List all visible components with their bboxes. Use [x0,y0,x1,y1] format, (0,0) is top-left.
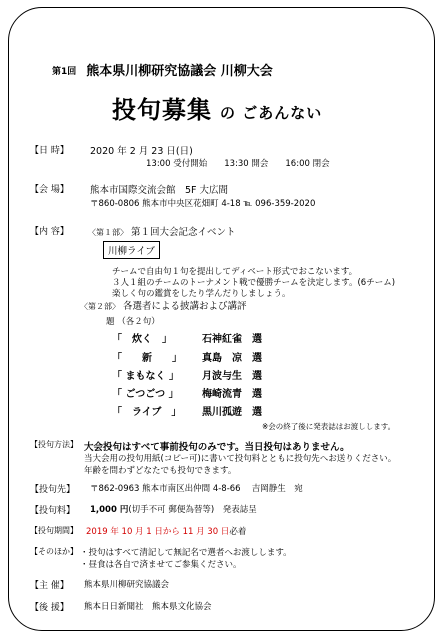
destination-value: 〒862-0963 熊本市南区出仲間 4-8-66 吉岡静生 宛 [90,484,303,494]
part1-tag: 〈第１部〉 [88,228,128,237]
main-subtitle: の ごあんない [220,104,323,122]
fee-line [90,503,257,515]
topic-theme: 「 ごつごつ 」 [112,389,179,400]
support-label: 【後 援】 [30,603,69,613]
method-line-2: 当大会用の投句用紙(コピー可)に書いて投句料とともに投句先へお送りください。 [84,454,397,464]
part1-desc-1: チームで自由句１句を提出してディベート形式でおこないます。 [112,267,358,277]
topic-judge: 月波与生 選 [202,371,262,382]
topic-row [112,330,262,345]
topic-theme: 「 新 」 [112,353,182,364]
venue-label: 【会 場】 [30,185,69,195]
content-label: 【内 容】 [30,227,69,237]
topics-header: 題 （各２句） [106,317,160,327]
deadline-label: 【投句期間】 [30,526,78,535]
part2-tag: 〈第２部〉 [80,302,120,311]
date-value: 2020 年 2 月 23 日(日) [90,146,193,157]
venue-name: 熊本市国際交流会館 5F 大広間 [90,185,229,196]
fee-label: 【投句料】 [30,506,76,516]
organizer-value: 熊本県川柳研究協議会 [84,580,170,590]
event-title: 熊本県川柳研究協議会 川柳大会 [86,64,273,79]
deadline-suffix: 必着 [229,527,247,537]
date-schedule: 13:00 受付開始 13:30 開会 16:00 閉会 [146,159,330,169]
date-label: 【日 時】 [30,146,69,156]
topic-row [112,403,262,418]
topic-judge: 石神紅雀 選 [202,334,262,345]
topic-theme: 「 炊く 」 [112,334,172,345]
part1-desc-2: ３人１組のチームのトーナメント戦で優勝チームを決定します。(6チーム) [112,278,396,288]
support-value: 熊本日日新聞社 熊本県文化協会 [84,602,212,612]
main-title: 投句募集 [112,96,212,124]
part2-title: 各選者による披講および講評 [123,301,247,312]
topic-judge: 真島 凉 選 [202,353,262,364]
topic-judge: 梅崎流青 選 [202,389,262,400]
part2-heading [80,298,247,312]
content-note: ※会の終了後に発表誌はお渡しします。 [262,422,396,431]
venue-address: 〒860-0806 熊本市中央区花畑町 4-18 ℡ 096-359-2020 [90,199,316,209]
topic-row [112,367,262,382]
event-title-line [52,60,273,79]
topic-theme: 「 ライブ 」 [112,407,182,418]
topic-row [112,385,262,400]
deadline-value: 2019 年 10 月 1 日から 11 月 30 日 [86,527,230,537]
senryu-live-tag: 川柳ライブ [103,241,160,259]
method-line-3: 年齢を問わずどなたでも投句できます。 [84,466,237,476]
organizer-label: 【主 催】 [30,581,69,591]
fee-detail: (切手不可 郵便為替等) 発表誌呈 [128,505,257,515]
destination-label: 【投句先】 [30,485,76,495]
part1-desc-3: 楽しく句の鑑賞をしたり学んだりしましょう。 [112,289,291,299]
deadline-line [86,525,246,537]
part1-heading [88,224,236,238]
other-line-2: ・昼食は各自で済ませてご参集ください。 [80,560,242,570]
part1-title: 第１回大会記念イベント [131,227,236,238]
other-label: 【そのほか】 [30,547,78,556]
other-line-1: ・投句はすべて清記して無記名で選者へお渡しします。 [80,548,292,558]
main-title-line [112,90,322,125]
topic-row [112,349,262,364]
event-number: 第1回 [52,67,77,77]
fee-amount: 1,000 円 [90,505,129,515]
method-label: 【投句方法】 [30,440,78,449]
topic-theme: 「 まもなく 」 [112,371,179,382]
method-line-1: 大会投句はすべて事前投句のみです。当日投句はありません。 [84,442,350,453]
topic-judge: 黒川孤遊 選 [202,407,262,418]
